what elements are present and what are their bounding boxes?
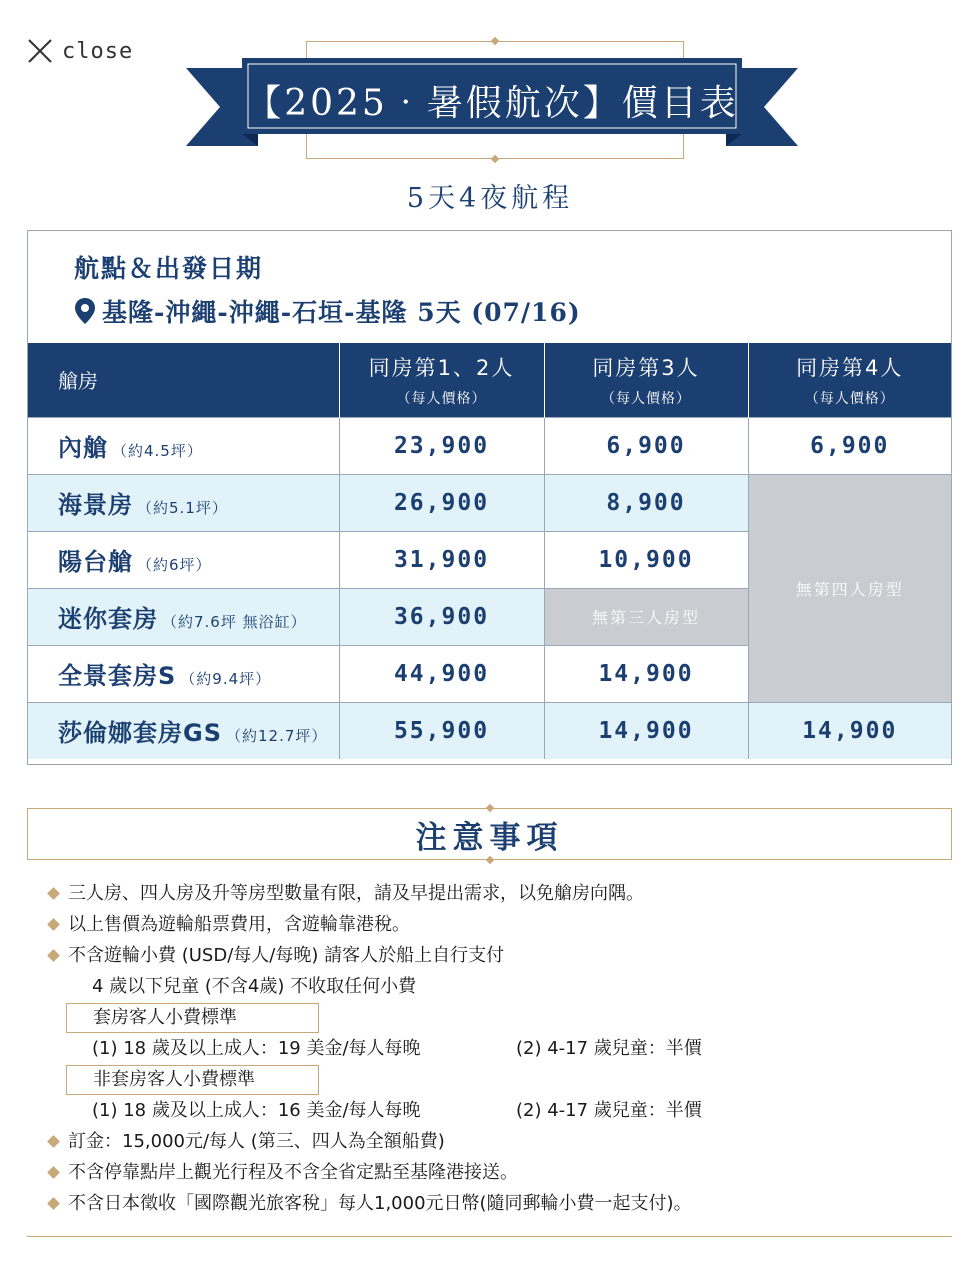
route-line xyxy=(74,293,951,329)
list-item: 訂金：15,000元/每人 (第三、四人為全額船費) xyxy=(46,1126,946,1157)
cabin-cell: 莎倫娜套房GS （約12.7坪） xyxy=(28,702,339,759)
notes-title: 注意事項 xyxy=(415,819,564,856)
location-pin-icon xyxy=(74,297,96,325)
no-fourth-person-cell: 無第四人房型 xyxy=(748,474,951,702)
route-text: 基隆-沖繩-沖繩-石垣-基隆 5天 (07/16) xyxy=(102,298,581,327)
diamond-bullet-icon xyxy=(47,887,60,900)
notes-list xyxy=(46,878,946,1219)
table-row xyxy=(28,474,951,531)
price-cell: 55,900 xyxy=(339,702,544,759)
cabin-cell: 陽台艙 （約6坪） xyxy=(28,531,339,588)
list-item: 三人房、四人房及升等房型數量有限，請及早提出需求，以免艙房向隅。 xyxy=(46,878,946,909)
itinerary-subtitle: 5天4夜航程 xyxy=(406,183,574,214)
suite-tip-rates xyxy=(46,1033,946,1064)
header-person-4: 同房第4人 （每人價格） xyxy=(748,343,951,417)
list-item: 不含停靠點岸上觀光行程及不含全省定點至基隆港接送。 xyxy=(46,1157,946,1188)
title-banner xyxy=(186,38,798,162)
cabin-cell: 迷你套房 （約7.6坪 無浴缸） xyxy=(28,588,339,645)
close-label: close xyxy=(62,38,134,64)
price-cell: 31,900 xyxy=(339,531,544,588)
price-cell: 14,900 xyxy=(544,702,748,759)
price-cell: 44,900 xyxy=(339,645,544,702)
price-cell: 14,900 xyxy=(748,702,951,759)
bottom-divider xyxy=(27,1236,952,1237)
price-cell: 36,900 xyxy=(339,588,544,645)
suite-tip-box: 套房客人小費標準 xyxy=(66,1003,319,1033)
price-cell: 6,900 xyxy=(544,417,748,474)
price-table xyxy=(28,343,951,759)
list-item: 不含日本徵收「國際觀光旅客稅」每人1,000元日幣(隨同郵輪小費一起支付)。 xyxy=(46,1188,946,1219)
notes-banner xyxy=(27,808,952,860)
nonsuite-tip-rates xyxy=(46,1095,946,1126)
price-cell: 26,900 xyxy=(339,474,544,531)
tip-child-note: 4 歲以下兒童 (不含4歲) 不收取任何小費 xyxy=(92,976,417,997)
notes-diamond-bottom xyxy=(486,856,494,864)
price-cell: 8,900 xyxy=(544,474,748,531)
diamond-bullet-icon xyxy=(47,949,60,962)
nonsuite-adult-rate: (1) 18 歲及以上成人：16 美金/每人每晚 xyxy=(92,1100,421,1121)
header-cabin: 艙房 xyxy=(28,343,339,417)
diamond-bullet-icon xyxy=(47,1197,60,1210)
price-table-block xyxy=(27,230,952,765)
close-button[interactable] xyxy=(26,36,133,66)
page-title: 【2025‧暑假航次】價目表 xyxy=(245,82,739,124)
route-header xyxy=(28,231,951,343)
list-item: 以上售價為遊輪船票費用，含遊輪靠港稅。 xyxy=(46,909,946,940)
cabin-cell: 內艙 （約4.5坪） xyxy=(28,417,339,474)
diamond-bullet-icon xyxy=(47,918,60,931)
price-cell: 23,900 xyxy=(339,417,544,474)
nonsuite-child-rate: (2) 4-17 歲兒童：半價 xyxy=(516,1100,702,1121)
header-person-3: 同房第3人 （每人價格） xyxy=(544,343,748,417)
table-header-row xyxy=(28,343,951,417)
diamond-bullet-icon xyxy=(47,1166,60,1179)
table-row xyxy=(28,702,951,759)
no-third-person-cell: 無第三人房型 xyxy=(544,588,748,645)
price-cell: 14,900 xyxy=(544,645,748,702)
price-cell: 6,900 xyxy=(748,417,951,474)
close-icon xyxy=(26,37,54,65)
list-item: 不含遊輪小費 (USD/每人/每晚) 請客人於船上自行支付 xyxy=(46,940,946,971)
price-cell: 10,900 xyxy=(544,531,748,588)
cabin-cell: 海景房 （約5.1坪） xyxy=(28,474,339,531)
header-person-1-2: 同房第1、2人 （每人價格） xyxy=(339,343,544,417)
table-row xyxy=(28,417,951,474)
diamond-bullet-icon xyxy=(47,1135,60,1148)
suite-adult-rate: (1) 18 歲及以上成人：19 美金/每人每晚 xyxy=(92,1038,421,1059)
suite-child-rate: (2) 4-17 歲兒童：半價 xyxy=(516,1038,702,1059)
nonsuite-tip-box: 非套房客人小費標準 xyxy=(66,1065,319,1095)
route-label: 航點＆出發日期 xyxy=(74,254,264,283)
cabin-cell: 全景套房S （約9.4坪） xyxy=(28,645,339,702)
